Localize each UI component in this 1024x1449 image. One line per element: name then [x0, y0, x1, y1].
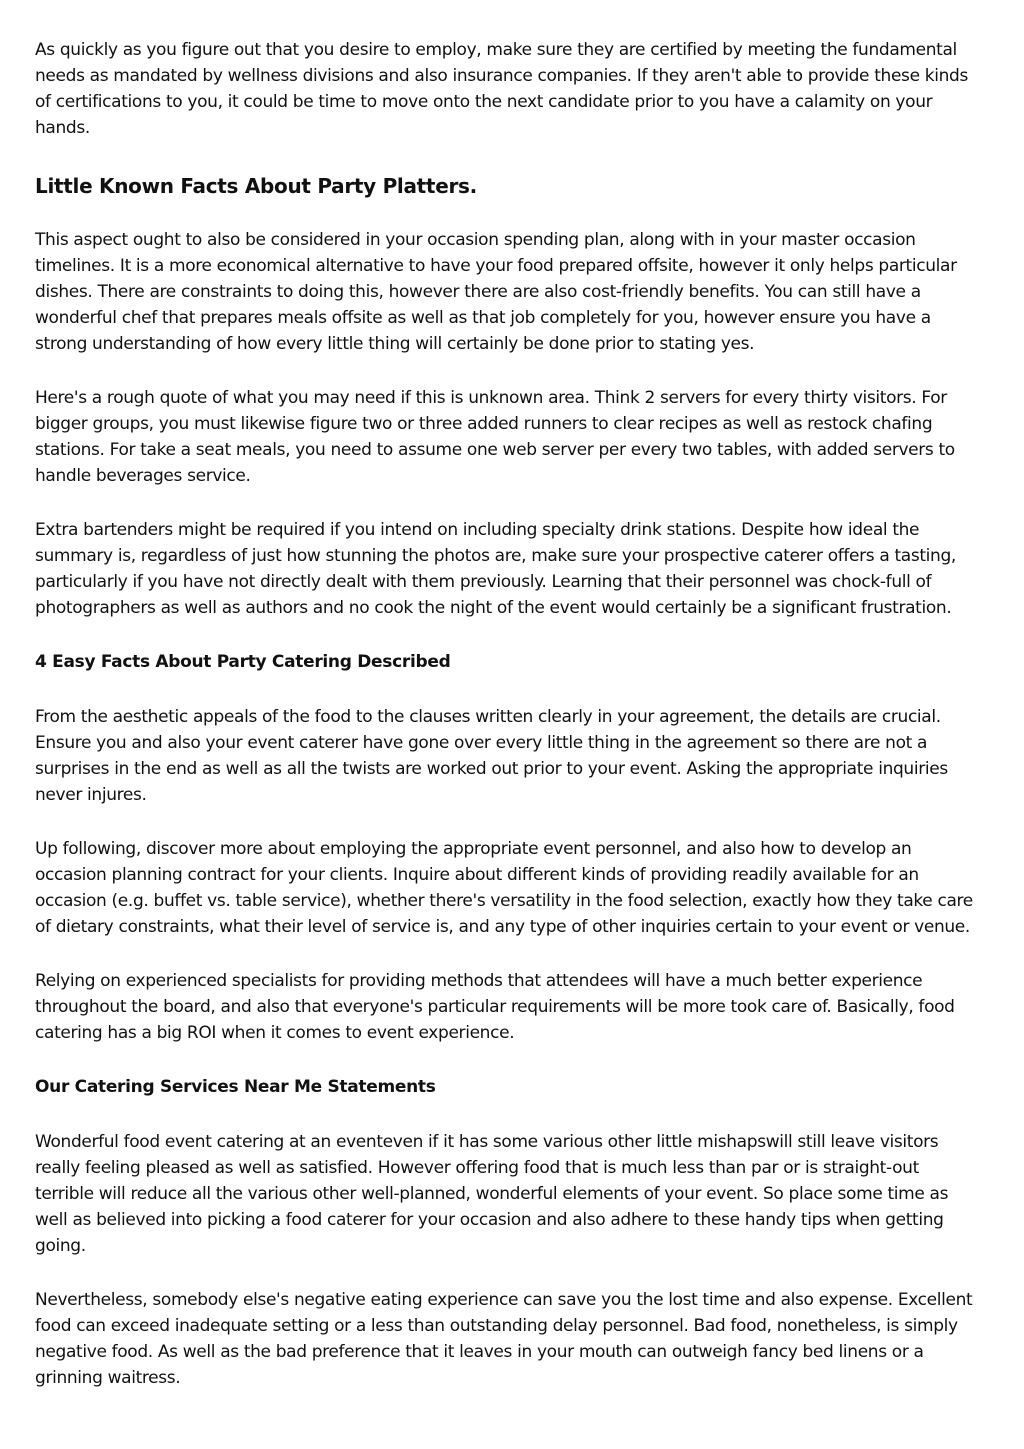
- paragraph-specialists: Relying on experienced specialists for providing methods that attendees will have a much better experience throughout the board, and also that everyone's particular requirements will be more took care of. Basically, food catering has a big ROI when it comes to event experience.: [35, 971, 955, 1043]
- heading-party-catering: 4 Easy Facts About Party Catering Described: [35, 652, 451, 672]
- paragraph-spending-plan: This aspect ought to also be considered in your occasion spending plan, along with in your master occasion timelines. It is a more economical alternative to have your food prepared offsite, however it only helps particular dishes. There are constraints to doing this, however there are also cost-friendly benefits. You can still have a wonderful chef that prepares meals offsite as well as that job completely for you, however ensure you have a strong understanding of how every little thing will certainly be done prior to stating yes.: [35, 230, 957, 354]
- heading-party-platters: Little Known Facts About Party Platters.: [35, 174, 477, 198]
- paragraph-certification: As quickly as you figure out that you desire to employ, make sure they are certified by meeting the fundamental needs as mandated by wellness divisions and also insurance companies. If they aren't able to provide these kinds of certifications to you, it could be time to move onto the next candidate prior to you have a calamity on your hands.: [35, 40, 968, 138]
- paragraph-servers-quote: Here's a rough quote of what you may need if this is unknown area. Think 2 servers for every thirty visitors. For bigger groups, you must likewise figure two or three added runners to clear recipes as well as restock chafing stations. For take a seat meals, you need to assume one web server per every two tables, with added servers to handle beverages service.: [35, 388, 955, 486]
- paragraph-negative-experience: Nevertheless, somebody else's negative eating experience can save you the lost time and also expense. Excellent food can exceed inadequate setting or a less than outstanding delay personnel. Bad food, nonetheless, is simply negative food. As well as the bad preference that it leaves in your mouth can outweigh fancy bed linens or a grinning waitress.: [35, 1290, 973, 1388]
- paragraph-bartenders: Extra bartenders might be required if you intend on including specialty drink stations. Despite how ideal the summary is, regardless of just how stunning the photos are, make sure your prospective caterer offers a tasting, particularly if you have not directly dealt with them previously. Learning that their personnel was chock-full of photographers as well as authors and no cook the night of the event would certainly be a significant frustration.: [35, 520, 956, 618]
- paragraph-agreement-details: From the aesthetic appeals of the food to the clauses written clearly in your agreement, the details are crucial. Ensure you and also your event caterer have gone over every little thing in the agreement so there are not a surprises in the end as well as all the twists are worked out prior to your event. Asking the appropriate inquiries never injures.: [35, 707, 948, 805]
- paragraph-event-personnel: Up following, discover more about employing the appropriate event personnel, and also how to develop an occasion planning contract for your clients. Inquire about different kinds of providing readily available for an occasion (e.g. buffet vs. table service), whether there's versatility in the food selection, exactly how they take care of dietary constraints, what their level of service is, and any type of other inquiries certain to your event or venue.: [35, 839, 973, 937]
- paragraph-wonderful-food: Wonderful food event catering at an eventeven if it has some various other little mishapswill still leave visitors really feeling pleased as well as satisfied. However offering food that is much less than par or is straight-out terrible will reduce all the various other well-planned, wonderful elements of your event. So place some time as well as believed into picking a food caterer for your occasion and also adhere to these handy tips when getting going.: [35, 1132, 949, 1256]
- heading-catering-services: Our Catering Services Near Me Statements: [35, 1077, 436, 1097]
